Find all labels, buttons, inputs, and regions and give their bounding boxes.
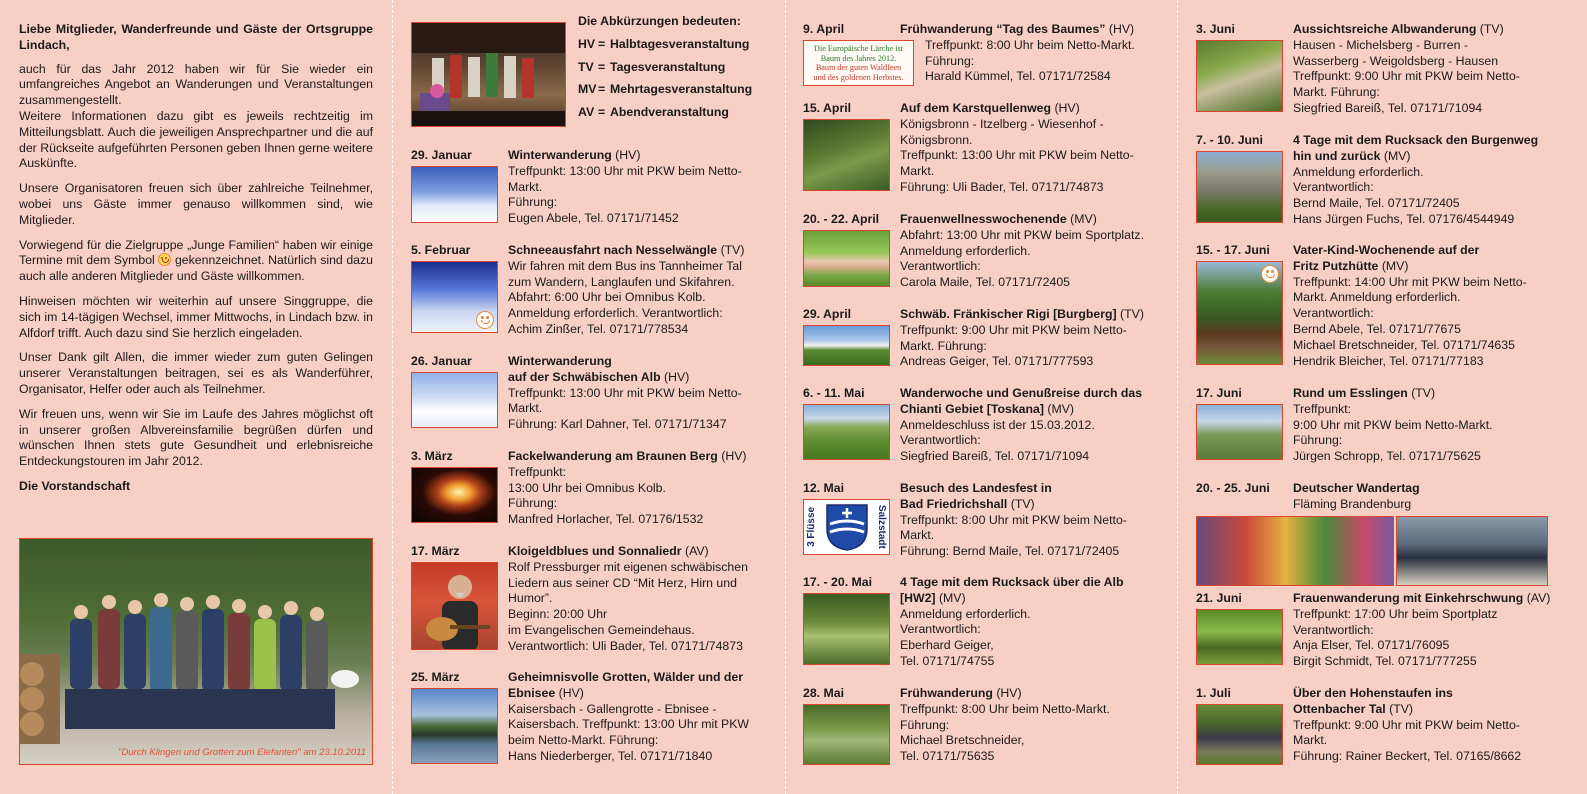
- event-line: Beginn: 20:00 Uhr: [508, 607, 608, 622]
- event-title: [900, 307, 1165, 323]
- event-line: Treffpunkt: 13:00 Uhr mit PKW beim Netto-: [508, 163, 742, 178]
- intro-paragraph: Hinweisen möchten wir weiterhin auf unsere Singgruppe, die sich im 14-tägigen Wechsel, immer Mittwochs, in Lindach bzw. in Alfdorf trifft. Auch dazu sind Sie herzlich eingeladen.: [19, 293, 373, 340]
- event-type: (MV): [1070, 212, 1097, 226]
- event-line: Treffpunkt:: [1293, 401, 1352, 416]
- event-title-text: Chianti Gebiet [Toskana]: [900, 401, 1044, 416]
- note-line: Baum des Jahres 2012.: [820, 53, 897, 63]
- event-line: Königsbronn - Itzelberg - Wiesenhof -: [900, 116, 1104, 131]
- event-title-text: Schwäb. Fränkischer Rigi [Burgberg]: [900, 307, 1117, 321]
- abbreviation-legend: [578, 14, 778, 128]
- event-title-line2: [508, 370, 773, 386]
- event-line: Führung: Rainer Beckert, Tel. 07165/8662: [1293, 749, 1522, 764]
- event-line: Wasserberg - Weigoldsberg - Hausen: [1293, 53, 1499, 68]
- event-type: (MV): [938, 590, 966, 605]
- legend-equals: =: [598, 82, 606, 97]
- event-title-line2: [1293, 702, 1558, 718]
- event-line: Eberhard Geiger,: [900, 638, 994, 653]
- group-photo: [19, 538, 373, 765]
- event-line: Treffpunkt: 17:00 Uhr beim Sportplatz: [1293, 606, 1498, 621]
- sign-left: [805, 502, 819, 552]
- event-line: Fläming Brandenburg: [1293, 496, 1412, 511]
- event-title: [900, 386, 1165, 402]
- event-type: (HV): [664, 369, 690, 384]
- event-type: (HV): [1054, 101, 1080, 115]
- event-line: Markt.: [900, 164, 935, 179]
- event-date: 15. April: [803, 101, 852, 115]
- event-line: Liedern aus seiner CD “Mit Herz, Hirn und: [508, 575, 737, 590]
- event-line: Markt. Führung:: [1293, 85, 1380, 100]
- event-line: Harald Kümmel, Tel. 07171/72584: [925, 69, 1111, 84]
- event-date: 15. - 17. Juni: [1196, 243, 1270, 257]
- note-line: und des goldenen Herbstes.: [813, 72, 904, 82]
- legend-code: MV: [578, 82, 597, 97]
- event-title-text: Winterwanderung: [508, 148, 612, 162]
- event-details: [1293, 481, 1558, 513]
- legend-row: [578, 60, 778, 76]
- event-title-text: Frauenwellnesswochenende: [900, 212, 1067, 226]
- event-title-text: Auf dem Karstquellenweg: [900, 101, 1052, 115]
- fold-line: [392, 0, 393, 794]
- event-title: [1293, 243, 1558, 259]
- event-line: Siegfried Bareiß, Tel. 07171/71094: [900, 449, 1090, 464]
- event-line: Markt.: [508, 179, 543, 194]
- event-type: (HV): [558, 685, 584, 700]
- event-line: Abfahrt: 6:00 Uhr bei Omnibus Kolb.: [508, 290, 706, 305]
- event-line: Wir fahren mit dem Bus ins Tannheimer Tal: [508, 258, 742, 273]
- forest-spring-photo: [803, 119, 890, 191]
- legend-code: AV: [578, 105, 595, 120]
- event-date: 17. März: [411, 544, 460, 558]
- event-line: Markt. Führung:: [900, 338, 987, 353]
- family-text-cont: gekennzeichnet. Natürlich sind dazu auch alle anderen Mitglieder und Gäste willkommen.: [19, 253, 373, 284]
- legend-equals: =: [598, 105, 606, 120]
- intro-paragraph: Weitere Informationen dazu gibt es jeweils rechtzeitig im Mitteilungsblatt. Auch die jeweiligen Ansprechpartner und die auf der Rückseite aufgeführten Personen geben Ihnen gerne weitere Auskünfte.: [19, 108, 373, 171]
- event-date: 20. - 22. April: [803, 212, 880, 226]
- event-line: Verantwortlich:: [900, 259, 981, 274]
- intro-paragraph: Unser Dank gilt Allen, die immer wieder zum guten Gelingen unserer Veranstaltungen beitragen, sei es als Wanderführer, Organisator, Helfer oder auch als Teilnehmer.: [19, 350, 373, 396]
- event-type: (TV): [1411, 386, 1436, 400]
- event-details: [900, 22, 1165, 85]
- event-line: Führung: Uli Bader, Tel. 07171/74873: [900, 179, 1104, 194]
- event-details: [900, 307, 1165, 370]
- event-title: [1293, 386, 1558, 402]
- event-type: (TV): [720, 243, 745, 257]
- event-details: [900, 101, 1165, 196]
- event-type: (MV): [1381, 258, 1409, 273]
- group-photo-art: [20, 539, 373, 765]
- choir-photo-art: [412, 23, 566, 127]
- event-title: [900, 575, 1165, 591]
- event-date: 5. Februar: [411, 243, 471, 257]
- photo-caption: "Durch Klingen und Grotten zum Elefanten" am 23.10.2011: [118, 747, 366, 758]
- event-date: 29. Januar: [411, 148, 472, 162]
- event-details: [1293, 133, 1558, 228]
- fold-line: [1177, 0, 1178, 794]
- event-line: Bernd Abele, Tel. 07171/77675: [1293, 321, 1461, 336]
- winter-photo: [411, 166, 498, 223]
- event-type: (AV): [1526, 591, 1551, 605]
- event-details: [508, 544, 773, 655]
- event-line: Führung: Bernd Maile, Tel. 07171/72405: [900, 544, 1120, 559]
- legend-equals: =: [598, 36, 606, 51]
- event-line: Jürgen Schropp, Tel. 07171/75625: [1293, 449, 1481, 464]
- event-title-text: Rund um Esslingen: [1293, 386, 1408, 400]
- event-title-text: Aussichtsreiche Albwanderung: [1293, 22, 1477, 36]
- event-title-line2: [900, 402, 1165, 418]
- event-line: Bernd Maile, Tel. 07171/72405: [1293, 196, 1460, 211]
- event-line: Abfahrt: 13:00 Uhr mit PKW beim Sportplatz.: [900, 227, 1144, 242]
- event-line: Führung:: [508, 496, 558, 511]
- event-title-text: 4 Tage mit dem Rucksack über die Alb: [900, 575, 1124, 589]
- event-line: Führung: Karl Dahner, Tel. 07171/71347: [508, 417, 727, 432]
- event-title-text: Besuch des Landesfest in: [900, 481, 1052, 495]
- event-line: Führung:: [508, 195, 558, 210]
- event-line: Michael Bretschneider,: [900, 733, 1025, 748]
- event-title-line2: [508, 686, 773, 702]
- event-line: Treffpunkt: 13:00 Uhr mit PKW beim Netto-: [900, 148, 1134, 163]
- event-title: [508, 354, 773, 370]
- event-date: 21. Juni: [1196, 591, 1242, 605]
- snowy-trees-photo: [411, 372, 498, 428]
- event-type: (MV): [1047, 401, 1074, 416]
- event-line: 13:00 Uhr bei Omnibus Kolb.: [508, 480, 666, 495]
- event-title: [900, 212, 1165, 228]
- event-type: (HV): [996, 686, 1022, 700]
- event-title: [900, 101, 1165, 117]
- event-line: Andreas Geiger, Tel. 07171/777593: [900, 354, 1094, 369]
- intro-paragraph: [19, 238, 373, 285]
- legend-row: [578, 82, 778, 98]
- event-line: Anmeldung erforderlich.: [1293, 164, 1424, 179]
- hohenstaufen-photo: [1196, 704, 1283, 765]
- wandertag-photo-1: [1196, 516, 1394, 586]
- event-title: [900, 481, 1165, 497]
- event-line: Humor”.: [508, 591, 553, 606]
- event-type: (AV): [684, 544, 709, 558]
- event-title: [1293, 133, 1558, 149]
- event-title: [508, 243, 773, 259]
- event-line: Verantwortlich: Uli Bader, Tel. 07171/74873: [508, 638, 743, 653]
- event-line: Verantwortlich:: [1293, 180, 1374, 195]
- event-title-line2: [900, 497, 1165, 513]
- event-date: 1. Juli: [1196, 686, 1231, 700]
- event-title: [1293, 686, 1558, 702]
- event-line: im Evangelischen Gemeindehaus.: [508, 622, 695, 637]
- event-line: Hans Niederberger, Tel. 07171/71840: [508, 748, 713, 763]
- event-date: 12. Mai: [803, 481, 845, 495]
- event-date: 6. - 11. Mai: [803, 386, 865, 400]
- note-line: Baum der guten Waldfeen: [815, 63, 902, 72]
- fold-line: [785, 0, 786, 794]
- legend-text: Halbtagesveranstaltung: [610, 36, 750, 51]
- event-line: Verantwortlich:: [900, 622, 981, 637]
- esslingen-photo: [1196, 404, 1283, 460]
- legend-code: HV: [578, 36, 596, 51]
- event-line: Führung:: [925, 53, 975, 68]
- torch-photo: [411, 467, 498, 523]
- guitarist-photo: [411, 562, 498, 650]
- event-type: (HV): [615, 148, 641, 162]
- event-line: beim Netto-Markt. Führung:: [508, 733, 659, 748]
- legend-code: TV: [578, 59, 594, 74]
- event-line: Verantwortlich:: [1293, 306, 1374, 321]
- event-line: Treffpunkt: 13:00 Uhr mit PKW beim Netto-: [508, 385, 742, 400]
- event-line: Hausen - Michelsberg - Burren -: [1293, 37, 1468, 52]
- greeting: Liebe Mitglieder, Wanderfreunde und Gäste der Ortsgruppe Lindach,: [19, 22, 373, 52]
- event-title-text: hin und zurück: [1293, 148, 1381, 163]
- event-type: (HV): [1108, 22, 1135, 36]
- events-column-1: [411, 0, 773, 794]
- event-line: Manfred Horlacher, Tel. 07176/1532: [508, 512, 704, 527]
- event-lines-indented: [900, 38, 1165, 85]
- legend-row: [578, 105, 778, 121]
- event-title: [508, 670, 773, 686]
- event-line: Treffpunkt: 8:00 Uhr mit PKW beim Netto-: [900, 512, 1127, 527]
- legend-row: [578, 37, 778, 53]
- intro-paragraph: Wir freuen uns, wenn wir Sie im Laufe des Jahres möglichst oft in unserer großen Albvereinsfamilie begrüßen dürfen und wünschen Ihnen stets gute Gesundheit und erlebnisreiche Entdeckungstouren im Jahr 2012.: [19, 406, 373, 469]
- event-title-line2: [900, 591, 1165, 607]
- event-line: Königsbronn.: [900, 132, 973, 147]
- event-title-text: Frauenwanderung mit Einkehrschwung: [1293, 591, 1524, 605]
- event-line: Markt.: [508, 401, 543, 416]
- event-details: [900, 386, 1165, 465]
- event-details: [508, 670, 773, 765]
- event-details: [1293, 591, 1558, 670]
- event-title-text: Fackelwanderung am Braunen Berg: [508, 449, 718, 463]
- event-type: (TV): [1479, 22, 1504, 36]
- event-line: Markt.: [900, 528, 935, 543]
- event-title-text: auf der Schwäbischen Alb: [508, 369, 661, 384]
- event-title-text: Vater-Kind-Wochenende auf der: [1293, 243, 1480, 257]
- event-line: Eugen Abele, Tel. 07171/71452: [508, 211, 679, 226]
- event-date: 7. - 10. Juni: [1196, 133, 1263, 147]
- events-column-2: [803, 0, 1165, 794]
- wellness-photo: [803, 230, 890, 287]
- smiley-icon: [1261, 265, 1279, 283]
- event-line: Treffpunkt: 14:00 Uhr mit PKW beim Netto-: [1293, 274, 1527, 289]
- event-line: Verantwortlich:: [1293, 622, 1374, 637]
- events-column-3: [1196, 0, 1558, 794]
- legend-text: Tagesveranstaltung: [610, 59, 726, 74]
- event-title-text: Frühwanderung “Tag des Baumes”: [900, 22, 1106, 36]
- morning-hike-photo: [803, 704, 890, 765]
- event-details: [1293, 386, 1558, 465]
- tuscany-photo: [803, 404, 890, 460]
- smiley-icon: [476, 311, 494, 329]
- event-date: 20. - 25. Juni: [1196, 481, 1270, 495]
- event-date: 17. - 20. Mai: [803, 575, 873, 589]
- event-details: [900, 686, 1165, 765]
- legend-equals: =: [598, 59, 606, 74]
- event-title-text: Fritz Putzhütte: [1293, 258, 1379, 273]
- event-date: 26. Januar: [411, 354, 472, 368]
- event-line: Hans Jürgen Fuchs, Tel. 07176/4544949: [1293, 211, 1515, 226]
- event-type: (MV): [1383, 148, 1411, 163]
- event-type: (TV): [1120, 307, 1144, 321]
- event-line: Kaisersbach. Treffpunkt: 13:00 Uhr mit PKW: [508, 717, 750, 732]
- landesfest-sign: [803, 499, 890, 555]
- event-line: Anmeldung erforderlich.: [900, 606, 1031, 621]
- coat-of-arms-icon: [822, 502, 872, 552]
- event-date: 3. Juni: [1196, 22, 1235, 36]
- event-details: [508, 449, 773, 528]
- event-title: [508, 148, 773, 164]
- wandertag-photo-2: [1396, 516, 1548, 586]
- event-line: Führung:: [1293, 433, 1343, 448]
- legend-text: Abendveranstaltung: [610, 105, 729, 120]
- intro-paragraph: auch für das Jahr 2012 haben wir für Sie wieder ein umfangreiches Angebot an Wanderungen und Veranstaltungen zusammengestellt.: [19, 61, 373, 108]
- event-line: Michael Bretschneider, Tel. 07171/74635: [1293, 337, 1515, 352]
- legend-text: Mehrtagesveranstaltung: [610, 82, 753, 97]
- event-line: Birgit Schmidt, Tel. 07171/777255: [1293, 654, 1477, 669]
- event-line: Treffpunkt: 9:00 Uhr mit PKW beim Netto-: [900, 322, 1127, 337]
- event-title-text: 4 Tage mit dem Rucksack den Burgenweg: [1293, 133, 1539, 147]
- event-line: Treffpunkt: 8:00 Uhr beim Netto-Markt.: [900, 701, 1110, 716]
- event-line: Anmeldung erforderlich. Verantwortlich:: [508, 306, 723, 321]
- event-title-line2: [1293, 259, 1558, 275]
- alb-photo: [1196, 40, 1283, 112]
- note-line: Die Europäische Lärche ist: [814, 44, 903, 53]
- women-hike-photo: [1196, 609, 1283, 665]
- event-title-text: Kloigeldblues und Sonnaliedr: [508, 544, 682, 558]
- event-title-text: Ebnisee: [508, 685, 556, 700]
- intro-column: [19, 0, 373, 794]
- event-line: Markt. Anmeldung erforderlich.: [1293, 290, 1461, 305]
- chapel-photo: [803, 325, 890, 366]
- event-details: [1293, 243, 1558, 369]
- sign-right: [874, 502, 888, 552]
- tree-of-year-note: [803, 40, 914, 86]
- sign-left-text: 3 Flüsse: [806, 506, 818, 548]
- event-type: (TV): [1389, 701, 1414, 716]
- event-date: 3. März: [411, 449, 453, 463]
- event-line: Anmeldung erforderlich.: [900, 243, 1031, 258]
- hut-photo: [1196, 261, 1283, 365]
- event-title: [900, 22, 1165, 38]
- event-title-text: Geheimnisvolle Grotten, Wälder und der: [508, 670, 744, 684]
- guitarist-art: [412, 563, 498, 650]
- event-title: [1293, 481, 1558, 497]
- event-date: 28. Mai: [803, 686, 845, 700]
- sign-right-text: Salzstadt: [875, 505, 887, 549]
- event-title-text: Ottenbacher Tal: [1293, 701, 1386, 716]
- event-title-text: Frühwanderung: [900, 686, 993, 700]
- event-title-line2: [1293, 149, 1558, 165]
- event-line: Treffpunkt:: [508, 464, 567, 479]
- event-details: [508, 243, 773, 338]
- event-title: [1293, 591, 1558, 607]
- event-line: Treffpunkt: 9:00 Uhr mit PKW beim Netto-: [1293, 69, 1520, 84]
- event-line: Anmeldeschluss ist der 15.03.2012.: [900, 417, 1095, 432]
- event-line: Rolf Pressburger mit eigenen schwäbischen: [508, 559, 748, 574]
- event-date: 9. April: [803, 22, 845, 36]
- event-line: Tel. 07171/75635: [900, 749, 995, 764]
- event-details: [508, 148, 773, 227]
- event-details: [508, 354, 773, 433]
- event-line: Treffpunkt: 8:00 Uhr beim Netto-Markt.: [925, 37, 1135, 52]
- event-details: [900, 481, 1165, 560]
- event-title: [900, 686, 1165, 702]
- event-title-text: [HW2]: [900, 590, 936, 605]
- event-title-text: Über den Hohenstaufen ins: [1293, 686, 1453, 700]
- event-date: 17. Juni: [1196, 386, 1242, 400]
- intro-paragraph: Unsere Organisatoren freuen sich über zahlreiche Teilnehmer, wobei uns Gäste immer genauso willkommen sind, wie Mitglieder.: [19, 181, 373, 227]
- castle-ruin-photo: [1196, 151, 1283, 223]
- event-line: Markt.: [1293, 733, 1328, 748]
- event-title: [1293, 22, 1558, 38]
- event-line: zum Wandern, Langlaufen und Skifahren.: [508, 274, 735, 289]
- event-details: [900, 575, 1165, 670]
- event-title-text: Wanderwoche und Genußreise durch das: [900, 386, 1143, 400]
- legend-title: Die Abkürzungen bedeuten:: [578, 14, 741, 28]
- snow-forest-photo: [411, 261, 498, 333]
- smiley-icon: [158, 253, 171, 266]
- event-line: Carola Maile, Tel. 07171/72405: [900, 275, 1070, 290]
- hikers-photo: [803, 593, 890, 665]
- event-line: Anja Elser, Tel. 07171/76095: [1293, 638, 1450, 653]
- event-line: Führung:: [900, 717, 950, 732]
- event-title-text: Deutscher Wandertag: [1293, 481, 1420, 495]
- event-line: 9:00 Uhr mit PKW beim Netto-Markt.: [1293, 417, 1493, 432]
- event-line: Achim Zinßer, Tel. 07171/778534: [508, 321, 689, 336]
- event-details: [1293, 22, 1558, 117]
- event-line: Verantwortlich:: [900, 433, 981, 448]
- event-type: (HV): [721, 449, 747, 463]
- event-title: [508, 449, 773, 465]
- event-line: Treffpunkt: 9:00 Uhr mit PKW beim Netto-: [1293, 717, 1520, 732]
- event-date: 25. März: [411, 670, 460, 684]
- event-title-text: Schneeausfahrt nach Nesselwängle: [508, 243, 718, 257]
- event-line: Hendrik Bleicher, Tel. 07171/77183: [1293, 353, 1484, 368]
- signature: Die Vorstandschaft: [19, 478, 131, 493]
- event-title-text: Bad Friedrichshall: [900, 496, 1008, 511]
- lake-photo: [411, 688, 498, 764]
- event-details: [900, 212, 1165, 291]
- family-text: Vorwiegend für die Zielgruppe „Junge Familien“ haben wir einige Termine mit dem Symbol: [19, 237, 373, 268]
- event-details: [1293, 686, 1558, 765]
- event-line: Siegfried Bareiß, Tel. 07171/71094: [1293, 100, 1483, 115]
- event-date: 29. April: [803, 307, 852, 321]
- event-line: Kaisersbach - Gallengrotte - Ebnisee -: [508, 701, 717, 716]
- choir-photo: [411, 22, 566, 127]
- event-line: Tel. 07171/74755: [900, 653, 995, 668]
- event-type: (TV): [1010, 496, 1035, 511]
- event-title: [508, 544, 773, 560]
- event-title-text: Winterwanderung: [508, 354, 612, 368]
